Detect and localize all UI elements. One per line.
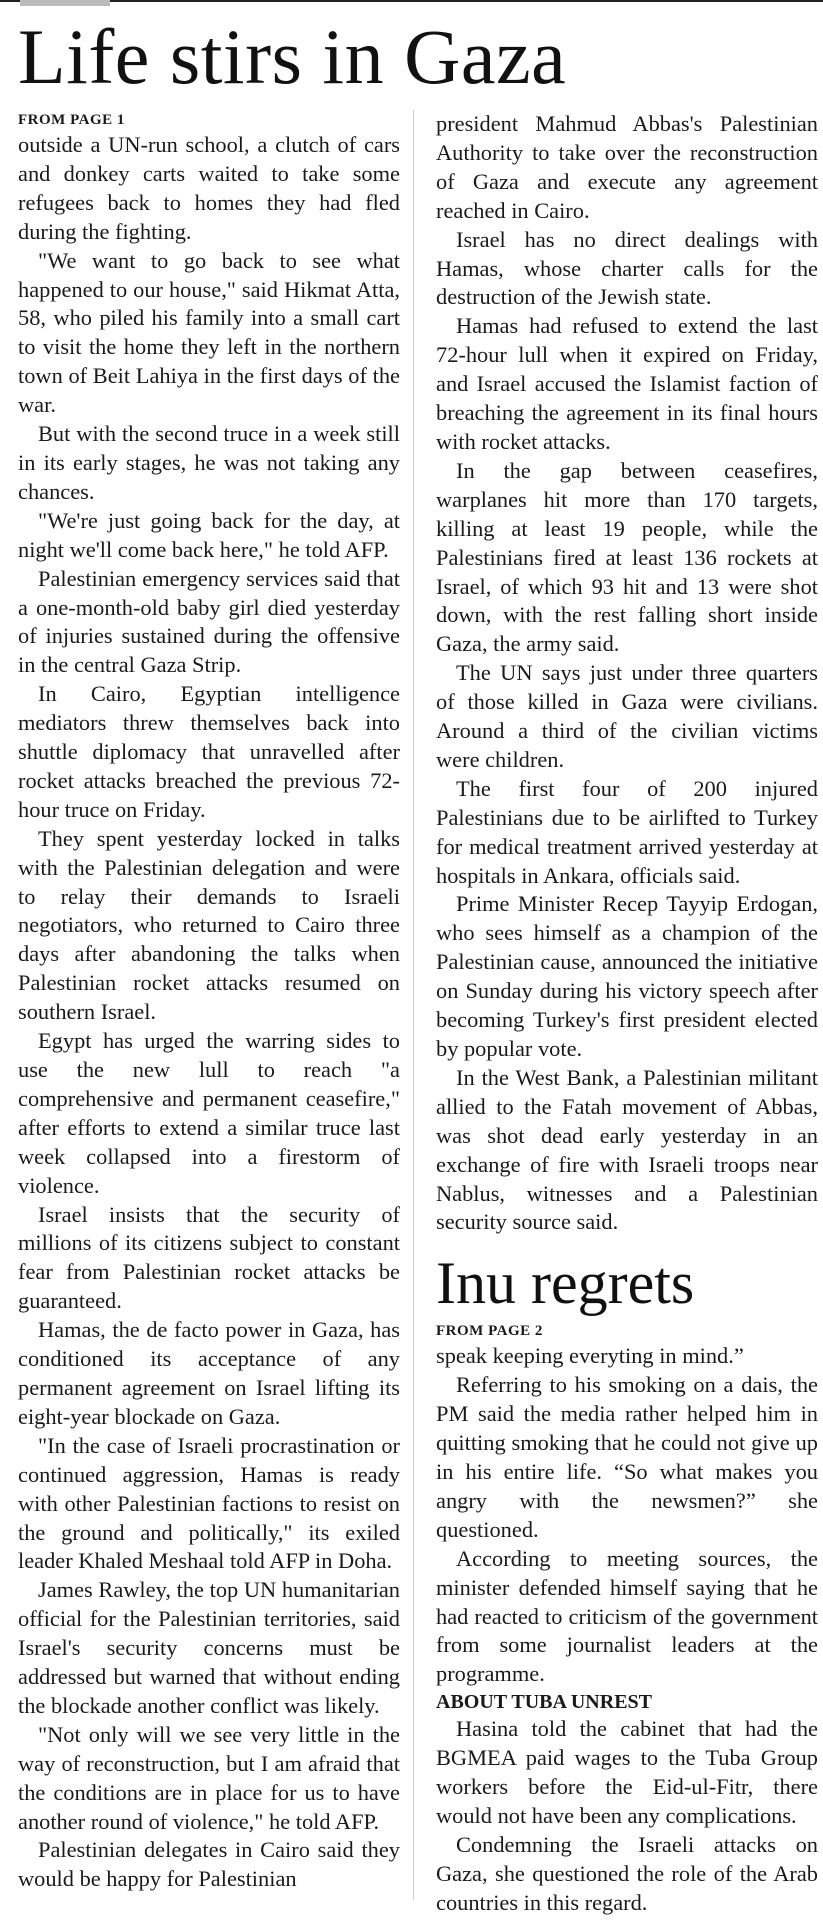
body-paragraph: Palestinian delegates in Cairo said they would be happy for Palestinian xyxy=(18,1837,400,1892)
subsection-heading: ABOUT TUBA UNREST xyxy=(436,1691,652,1714)
body-paragraph: In the gap between ceasefires, warplanes hit more than 170 targets, killing at least 19 people, while the Palestinians fired at least 136 rockets at Israel, of which 93 hit and 13 were shot down, with the rest falling short inside Gaza, the army said. xyxy=(436,457,818,657)
right-column xyxy=(436,110,818,1918)
body-paragraph: "In the case of Israeli procrastination or continued aggression, Hamas is ready with other Palestinian factions to resist on the ground and politically," its exiled leader Khaled Meshaal told AFP in Doha. xyxy=(18,1432,400,1574)
top-rule-stub xyxy=(20,0,110,6)
body-paragraph: Hamas, the de facto power in Gaza, has conditioned its acceptance of any permanent agreement on Israel lifting its eight-year blockade on Gaza. xyxy=(18,1317,400,1429)
body-paragraph: Egypt has urged the warring sides to use the new lull to reach "a comprehensive and permanent ceasefire," after efforts to extend a similar truce last week collapsed into a firestorm of violence. xyxy=(18,1028,400,1198)
body-paragraph: In the West Bank, a Palestinian militant allied to the Fatah movement of Abbas, was shot dead early yesterday in an exchange of fire with Israeli troops near Nablus, witnesses and a Palestinian security source said. xyxy=(436,1064,818,1235)
body-paragraph: Referring to his smoking on a dais, the PM said the media rather helped him in quitting smoking that he could not give up in his entire life. “So what makes you angry with the newsmen?” she questioned. xyxy=(436,1372,818,1542)
body-paragraph: Prime Minister Recep Tayyip Erdogan, who sees himself as a champion of the Palestinian cause, announced the initiative on Sunday during his victory speech after becoming Turkey's first president elected by popular vote. xyxy=(436,891,818,1061)
body-paragraph: According to meeting sources, the minister defended himself saying that he had reacted to criticism of the government from some journalist leaders at the programme. xyxy=(436,1545,818,1687)
left-column xyxy=(18,110,400,1894)
body-paragraph: In Cairo, Egyptian intelligence mediators threw themselves back into shuttle diplomacy that unravelled after rocket attacks breached the previous 72-hour truce on Friday. xyxy=(18,681,400,822)
body-paragraph: Hasina told the cabinet that had the BGMEA paid wages to the Tuba Group workers before the Eid-ul-Fitr, there would not have been any complications. xyxy=(436,1716,818,1828)
body-paragraph: Palestinian emergency services said that a one-month-old baby girl died yesterday of injuries sustained during the offensive in the central Gaza Strip. xyxy=(18,565,400,678)
body-paragraph: They spent yesterday locked in talks with the Palestinian delegation and were to relay their demands to Israeli negotiators, who returned to Cairo three days after abandoning the talks when Palestinian rocket attacks resumed on southern Israel. xyxy=(18,825,400,1025)
main-headline: Life stirs in Gaza xyxy=(18,13,567,100)
column-divider xyxy=(413,110,414,1900)
body-paragraph: The UN says just under three quarters of those killed in Gaza were civilians. Around a third of the civilian victims were children. xyxy=(436,660,818,772)
top-rule xyxy=(0,0,823,2)
secondary-headline: Inu regrets xyxy=(436,1250,695,1317)
jump-label: FROM PAGE 1 xyxy=(18,112,125,128)
body-paragraph: James Rawley, the top UN humanitarian official for the Palestinian territories, said Israel's security concerns must be addressed but warned that without ending the blockade another conflict was likely. xyxy=(18,1577,400,1718)
body-paragraph: "Not only will we see very little in the way of reconstruction, but I am afraid that the conditions are in place for us to have another round of violence," he told AFP. xyxy=(18,1721,400,1834)
body-paragraph: "We're just going back for the day, at night we'll come back here," he told AFP. xyxy=(18,507,400,562)
body-paragraph: The first four of 200 injured Palestinians due to be airlifted to Turkey for medical treatment arrived yesterday at hospitals in Ankara, officials said. xyxy=(436,775,818,888)
body-paragraph: president Mahmud Abbas's Palestinian Authority to take over the reconstruction of Gaza and execute any agreement reached in Cairo. xyxy=(436,111,818,223)
body-paragraph: Israel has no direct dealings with Hamas, whose charter calls for the destruction of the Jewish state. xyxy=(436,226,818,310)
body-paragraph: Israel insists that the security of millions of its citizens subject to constant fear from Palestinian rocket attacks be guaranteed. xyxy=(18,1201,400,1314)
body-paragraph: Hamas had refused to extend the last 72-hour lull when it expired on Friday, and Israel accused the Islamist faction of breaching the agreement in its final hours with rocket attacks. xyxy=(436,313,818,454)
body-paragraph: "We want to go back to see what happened to our house," said Hikmat Atta, 58, who piled his family into a small cart to visit the home they left in the northern town of Beit Lahiya in the first days of the war. xyxy=(18,247,400,418)
body-paragraph: outside a UN-run school, a clutch of cars and donkey carts waited to take some refugees back to homes they had fled during the fighting. xyxy=(18,132,400,244)
body-paragraph: speak keeping everyting in mind.” xyxy=(436,1343,744,1369)
secondary-jump-label: FROM PAGE 2 xyxy=(436,1323,543,1340)
body-paragraph: But with the second truce in a week still in its early stages, he was not taking any chances. xyxy=(18,421,400,504)
body-paragraph: Condemning the Israeli attacks on Gaza, she questioned the role of the Arab countries in this regard. xyxy=(436,1831,818,1915)
